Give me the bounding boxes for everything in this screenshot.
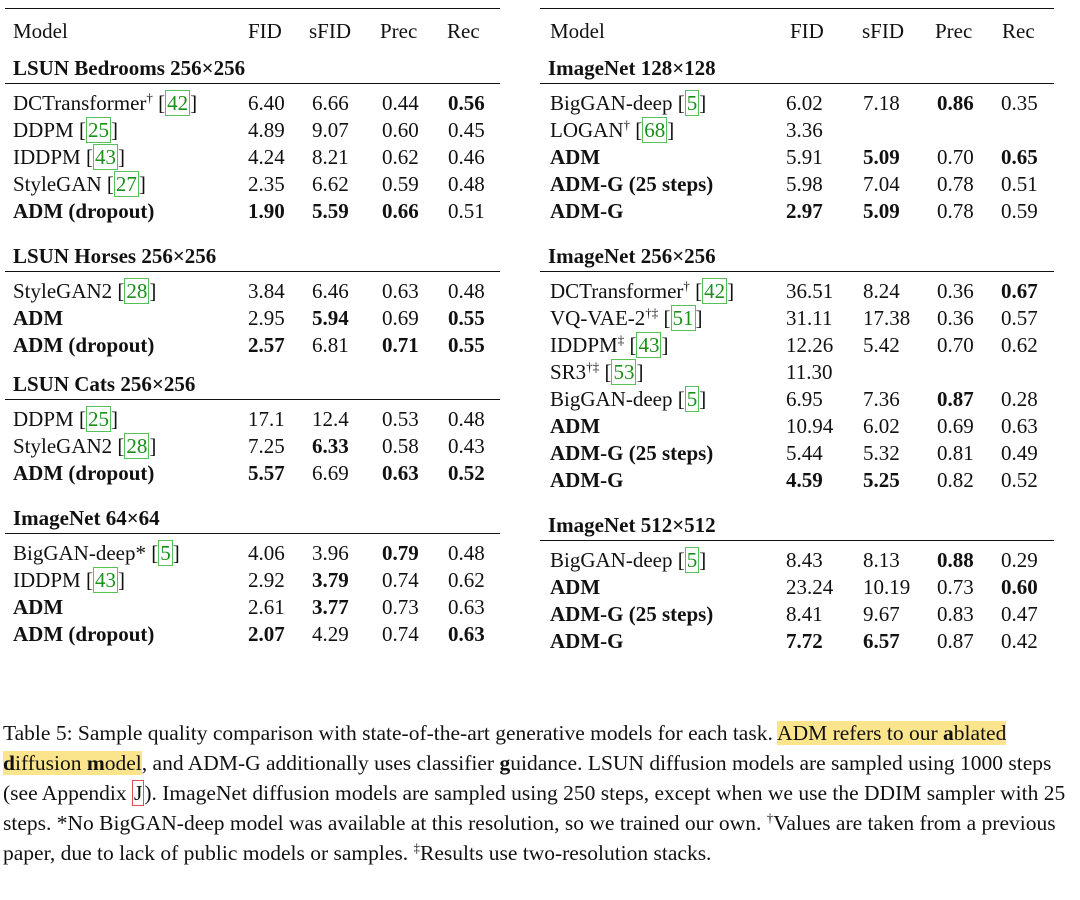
cell-rec: 0.63: [1001, 414, 1038, 438]
model-name: DDPM: [13, 407, 74, 431]
caption-text: uidance. LSUN diffusion models are sampled using 1000 steps (see Appendix: [3, 751, 1052, 805]
table-row: [540, 467, 1054, 494]
cell-rec: 0.52: [448, 461, 485, 485]
cell-fid: 5.98: [786, 172, 823, 196]
cell-sfid: 5.42: [863, 333, 900, 357]
model-name: ADM-G: [550, 199, 624, 223]
cell-rec: 0.45: [448, 118, 485, 142]
cell-rec: 0.60: [1001, 575, 1038, 599]
caption-highlight-letter: a: [943, 721, 954, 745]
cell-fid: 4.06: [248, 541, 285, 565]
cell-fid: 10.94: [786, 414, 834, 438]
cell-prec: 0.81: [937, 441, 974, 465]
cell-prec: 0.87: [937, 629, 974, 653]
cell-fid: 2.92: [248, 568, 285, 592]
cell-sfid: 6.81: [312, 333, 349, 357]
section-title: [540, 510, 1054, 541]
cell-rec: 0.51: [1001, 172, 1038, 196]
section-title: [540, 53, 1054, 84]
model-name: StyleGAN: [13, 172, 102, 196]
cell-rec: 0.42: [1001, 629, 1038, 653]
cell-sfid: 5.59: [312, 199, 349, 223]
caption-text: , and ADM-G additionally uses classifier: [141, 751, 500, 775]
table-row: [540, 332, 1054, 359]
footnote-mark: †‡: [645, 305, 659, 320]
model-name: SR3: [550, 360, 587, 384]
table-row: [540, 413, 1054, 440]
cell-prec: 0.70: [937, 333, 974, 357]
cell-fid: 2.97: [786, 199, 823, 223]
model-name: StyleGAN2: [13, 279, 113, 303]
cell-fid: 23.24: [786, 575, 834, 599]
model-name-cell: StyleGAN2 [28]: [13, 434, 157, 458]
model-name-cell: IDDPM‡ [43]: [550, 332, 669, 357]
cell-fid: 36.51: [786, 279, 834, 303]
model-name-cell: [13, 460, 154, 487]
model-name: ADM-G: [550, 468, 624, 492]
section-gap: [540, 494, 1054, 510]
cell-fid: 8.41: [786, 602, 823, 626]
model-name: DCTransformer: [13, 91, 147, 115]
model-name: DCTransformer: [550, 279, 684, 303]
model-name: StyleGAN2: [13, 434, 113, 458]
cell-fid: 7.72: [786, 629, 823, 653]
cell-sfid: 8.24: [863, 279, 900, 303]
model-name: VQ-VAE-2: [550, 306, 646, 330]
caption-highlight-text: odel: [104, 751, 142, 775]
cell-prec: 0.78: [937, 172, 974, 196]
model-name-cell: [13, 594, 63, 621]
citation-link[interactable]: 5: [686, 548, 698, 572]
model-name: ADM: [550, 145, 601, 169]
cell-rec: 0.35: [1001, 91, 1038, 115]
table-row: [5, 540, 500, 567]
model-name-cell: StyleGAN2 [28]: [13, 279, 157, 303]
cell-sfid: 9.07: [312, 118, 349, 142]
table-row: [540, 198, 1054, 225]
citation-link[interactable]: 43: [94, 145, 116, 169]
cell-fid: 2.61: [248, 595, 285, 619]
citation-link[interactable]: 25: [87, 118, 109, 142]
header-rec: Rec: [447, 19, 480, 43]
cell-sfid: 12.4: [312, 407, 349, 431]
table-row: [5, 198, 500, 225]
cell-sfid: 8.21: [312, 145, 349, 169]
model-name-cell: [550, 144, 600, 171]
table-row: [5, 278, 500, 305]
cell-prec: 0.87: [937, 387, 974, 411]
cell-prec: 0.58: [382, 434, 419, 458]
header-sfid: sFID: [862, 19, 905, 43]
citation-link[interactable]: 42: [167, 91, 189, 115]
model-name: ADM: [13, 306, 64, 330]
table-row: [540, 278, 1054, 305]
model-name-cell: BigGAN-deep* [5]: [13, 541, 180, 565]
cell-rec: 0.63: [448, 622, 485, 646]
cell-sfid: 7.18: [863, 91, 900, 115]
model-name-cell: DDPM [25]: [13, 407, 118, 431]
model-name: IDDPM: [13, 568, 81, 592]
citation-link[interactable]: 43: [94, 568, 116, 592]
model-name-cell: [13, 332, 154, 359]
model-name: ADM (dropout): [13, 461, 155, 485]
caption-highlight-text: refers to our: [832, 721, 944, 745]
cell-prec: 0.71: [382, 333, 419, 357]
model-name-cell: SR3†‡ [53]: [550, 359, 644, 384]
cell-fid: 4.59: [786, 468, 823, 492]
cell-prec: 0.60: [382, 118, 419, 142]
header-model: Model: [13, 19, 68, 43]
model-name-cell: [550, 171, 713, 198]
cell-fid: 2.35: [248, 172, 285, 196]
cell-rec: 0.55: [448, 306, 485, 330]
table-row: [5, 621, 500, 648]
header-prec: Prec: [380, 19, 418, 43]
cell-sfid: 6.66: [312, 91, 349, 115]
cell-prec: 0.69: [937, 414, 974, 438]
cell-fid: 8.43: [786, 548, 823, 572]
caption-highlight-text: ADM: [777, 721, 828, 745]
cell-prec: 0.69: [382, 306, 419, 330]
model-name: ADM-G (25 steps): [550, 441, 714, 465]
cell-prec: 0.74: [382, 622, 419, 646]
header-fid: FID: [248, 19, 282, 43]
model-name: ADM (dropout): [13, 622, 155, 646]
cell-sfid: 9.67: [863, 602, 900, 626]
cell-sfid: 8.13: [863, 548, 900, 572]
cell-fid: 2.07: [248, 622, 285, 646]
caption-text: ). ImageNet diffusion models are sampled using 250 steps, except when we use the DDIM sampler with 25 steps. *No BigGAN-deep model was available at this resolution, so we trained our own.: [3, 781, 1066, 835]
citation-link[interactable]: 68: [644, 118, 666, 142]
table-row: [5, 332, 500, 359]
model-name: IDDPM: [13, 145, 81, 169]
citation-link[interactable]: 25: [87, 407, 109, 431]
cell-prec: 0.70: [937, 145, 974, 169]
cell-rec: 0.48: [448, 541, 485, 565]
section-title: [5, 53, 500, 84]
cell-sfid: 6.46: [312, 279, 349, 303]
table-row: [5, 460, 500, 487]
citation-link[interactable]: 5: [686, 91, 698, 115]
cell-prec: 0.86: [937, 91, 974, 115]
cell-prec: 0.63: [382, 461, 419, 485]
table-row: [5, 594, 500, 621]
section-title-text: ImageNet 128×128: [548, 56, 716, 80]
cell-sfid: 3.96: [312, 541, 349, 565]
cell-sfid: 5.25: [863, 468, 900, 492]
cell-prec: 0.78: [937, 199, 974, 223]
model-name: BigGAN-deep*: [13, 541, 146, 565]
section-title-text: LSUN Cats 256×256: [13, 372, 196, 396]
cell-prec: 0.59: [382, 172, 419, 196]
cell-fid: 5.91: [786, 145, 823, 169]
dagger-mark: †: [766, 809, 774, 825]
cell-sfid: 7.36: [863, 387, 900, 411]
appendix-link[interactable]: J: [133, 781, 143, 805]
model-name: ADM: [550, 414, 601, 438]
citation-link[interactable]: 53: [613, 360, 635, 384]
model-name-cell: DCTransformer† [42]: [13, 90, 198, 115]
model-name-cell: IDDPM [43]: [13, 145, 125, 169]
section-gap: [5, 225, 500, 241]
caption-bold-letter: g: [499, 751, 511, 775]
footnote-mark: †: [683, 278, 690, 293]
cell-sfid: 4.29: [312, 622, 349, 646]
cell-fid: 3.84: [248, 279, 285, 303]
model-name-cell: BigGAN-deep [5]: [550, 387, 707, 411]
table-row: [540, 117, 1054, 144]
model-name: BigGAN-deep: [550, 91, 673, 115]
citation-link[interactable]: 27: [115, 172, 137, 196]
caption-highlight-text: iffusion: [14, 751, 87, 775]
cell-rec: 0.28: [1001, 387, 1038, 411]
header-sfid: sFID: [309, 19, 352, 43]
cell-prec: 0.83: [937, 602, 974, 626]
table-left: [5, 8, 500, 648]
footnote-mark: ‡: [617, 332, 625, 347]
cell-fid: 17.1: [248, 407, 285, 431]
cell-fid: 6.40: [248, 91, 285, 115]
header-model: Model: [550, 19, 605, 43]
cell-rec: 0.65: [1001, 145, 1038, 169]
table-row: [540, 574, 1054, 601]
cell-sfid: 6.62: [312, 172, 349, 196]
cell-fid: 4.89: [248, 118, 285, 142]
cell-rec: 0.43: [448, 434, 485, 458]
cell-fid: 4.24: [248, 145, 285, 169]
footnote-mark: †: [146, 90, 153, 105]
cell-rec: 0.59: [1001, 199, 1038, 223]
model-name-cell: LOGAN† [68]: [550, 117, 675, 142]
model-name-cell: VQ-VAE-2†‡ [51]: [550, 305, 703, 330]
model-name: DDPM: [13, 118, 74, 142]
cell-prec: 0.66: [382, 199, 419, 223]
table-row: [540, 386, 1054, 413]
cell-sfid: 5.09: [863, 145, 900, 169]
table-row: [540, 359, 1054, 386]
model-name-cell: [550, 628, 623, 655]
cell-prec: 0.73: [382, 595, 419, 619]
table-row: [540, 171, 1054, 198]
model-name-cell: IDDPM [43]: [13, 568, 125, 592]
footnote-mark: †‡: [586, 359, 600, 374]
cell-fid: 2.57: [248, 333, 285, 357]
model-name: ADM-G (25 steps): [550, 172, 714, 196]
cell-rec: 0.47: [1001, 602, 1038, 626]
citation-link[interactable]: 42: [704, 279, 726, 303]
cell-fid: 1.90: [248, 199, 285, 223]
cell-fid: 3.36: [786, 118, 823, 142]
model-name: ADM-G: [550, 629, 624, 653]
cell-fid: 11.30: [786, 360, 833, 384]
cell-rec: 0.63: [448, 595, 485, 619]
model-name-cell: [550, 413, 600, 440]
model-name-cell: [550, 198, 623, 225]
model-name-cell: [550, 601, 713, 628]
cell-prec: 0.74: [382, 568, 419, 592]
model-name-cell: [550, 574, 600, 601]
caption-text: Table 5: Sample quality comparison with state-of-the-art generative models for each task.: [3, 721, 778, 745]
cell-prec: 0.36: [937, 306, 974, 330]
cell-prec: 0.82: [937, 468, 974, 492]
model-name-cell: [13, 621, 154, 648]
cell-rec: 0.57: [1001, 306, 1038, 330]
model-name: IDDPM: [550, 333, 618, 357]
table-row: [540, 547, 1054, 574]
cell-rec: 0.29: [1001, 548, 1038, 572]
section-title-text: LSUN Horses 256×256: [13, 244, 217, 268]
cell-sfid: 6.02: [863, 414, 900, 438]
section-title-text: ImageNet 256×256: [548, 244, 716, 268]
table-row: [540, 305, 1054, 332]
table-row: [5, 567, 500, 594]
model-name-cell: [13, 305, 63, 332]
model-name-cell: StyleGAN [27]: [13, 172, 146, 196]
table-row: [540, 90, 1054, 117]
citation-link[interactable]: 28: [126, 434, 148, 458]
cell-fid: 12.26: [786, 333, 834, 357]
model-name: ADM: [13, 595, 64, 619]
model-name: BigGAN-deep: [550, 548, 673, 572]
model-name: BigGAN-deep: [550, 387, 673, 411]
cell-rec: 0.52: [1001, 468, 1038, 492]
cell-rec: 0.51: [448, 199, 485, 223]
section-title-text: ImageNet 512×512: [548, 513, 716, 537]
header-prec: Prec: [935, 19, 973, 43]
section-gap: [540, 225, 1054, 241]
cell-sfid: 3.77: [312, 595, 349, 619]
cell-rec: 0.67: [1001, 279, 1038, 303]
section-title: [540, 241, 1054, 272]
cell-rec: 0.48: [448, 407, 485, 431]
model-name-cell: BigGAN-deep [5]: [550, 91, 707, 115]
cell-fid: 31.11: [786, 306, 833, 330]
cell-sfid: 5.09: [863, 199, 900, 223]
citation-link[interactable]: 5: [160, 541, 171, 565]
table-row: [5, 144, 500, 171]
cell-sfid: 10.19: [863, 575, 911, 599]
cell-prec: 0.79: [382, 541, 419, 565]
model-name-cell: DCTransformer† [42]: [550, 278, 735, 303]
section-title: [5, 503, 500, 534]
table-row: [540, 144, 1054, 171]
cell-prec: 0.36: [937, 279, 974, 303]
cell-fid: 6.95: [786, 387, 823, 411]
cell-fid: 2.95: [248, 306, 285, 330]
table-row: [5, 117, 500, 144]
table-row: [5, 305, 500, 332]
table-caption: [3, 718, 1075, 868]
cell-sfid: 17.38: [863, 306, 911, 330]
table-row: [5, 90, 500, 117]
section-gap: [5, 359, 500, 369]
table-row: [540, 628, 1054, 655]
cell-rec: 0.48: [448, 279, 485, 303]
cell-rec: 0.56: [448, 91, 485, 115]
citation-link[interactable]: 51: [672, 306, 694, 330]
model-name-cell: BigGAN-deep [5]: [550, 548, 707, 572]
cell-prec: 0.44: [382, 91, 419, 115]
model-name: ADM-G (25 steps): [550, 602, 714, 626]
cell-sfid: 6.57: [863, 629, 900, 653]
cell-fid: 5.44: [786, 441, 823, 465]
table-right: [540, 8, 1054, 655]
cell-prec: 0.53: [382, 407, 419, 431]
cell-prec: 0.88: [937, 548, 974, 572]
cell-rec: 0.49: [1001, 441, 1038, 465]
table-row: [5, 433, 500, 460]
cell-sfid: 6.33: [312, 434, 349, 458]
section-title-text: LSUN Bedrooms 256×256: [13, 56, 246, 80]
model-name: LOGAN: [550, 118, 624, 142]
table-row: [540, 601, 1054, 628]
section-title-text: ImageNet 64×64: [13, 506, 160, 530]
cell-prec: 0.73: [937, 575, 974, 599]
citation-link[interactable]: 43: [638, 333, 660, 357]
header-rec: Rec: [1002, 19, 1035, 43]
caption-text: Values are taken from a previous paper, due to lack of public models or samples.: [3, 811, 1056, 865]
model-name-cell: [13, 198, 154, 225]
model-name-cell: [550, 440, 713, 467]
footnote-mark: †: [623, 117, 630, 132]
cell-sfid: 6.69: [312, 461, 349, 485]
cell-fid: 7.25: [248, 434, 285, 458]
table-header: [540, 9, 1054, 53]
citation-link[interactable]: 5: [686, 387, 698, 411]
cell-sfid: 7.04: [863, 172, 900, 196]
cell-rec: 0.55: [448, 333, 485, 357]
cell-fid: 6.02: [786, 91, 823, 115]
section-title: [5, 369, 500, 400]
cell-prec: 0.62: [382, 145, 419, 169]
table-row: [5, 171, 500, 198]
section-title: [5, 241, 500, 272]
cell-sfid: 3.79: [312, 568, 349, 592]
header-fid: FID: [790, 19, 824, 43]
section-gap: [5, 487, 500, 503]
citation-link[interactable]: 28: [126, 279, 148, 303]
model-name: ADM (dropout): [13, 199, 155, 223]
caption-highlight-letter: m: [86, 751, 105, 775]
cell-rec: 0.48: [448, 172, 485, 196]
model-name: ADM: [550, 575, 601, 599]
model-name-cell: [550, 467, 623, 494]
table-row: [5, 406, 500, 433]
table-header: [5, 9, 500, 53]
cell-rec: 0.46: [448, 145, 485, 169]
model-name-cell: DDPM [25]: [13, 118, 118, 142]
double-dagger-mark: ‡: [413, 839, 421, 855]
cell-rec: 0.62: [448, 568, 485, 592]
cell-prec: 0.63: [382, 279, 419, 303]
caption-text: Results use two-resolution stacks.: [420, 841, 712, 865]
model-name: ADM (dropout): [13, 333, 155, 357]
caption-highlight-letter: d: [3, 751, 15, 775]
cell-rec: 0.62: [1001, 333, 1038, 357]
caption-highlight-text: blated: [953, 721, 1007, 745]
cell-sfid: 5.94: [312, 306, 349, 330]
cell-sfid: 5.32: [863, 441, 900, 465]
cell-fid: 5.57: [248, 461, 285, 485]
table-row: [540, 440, 1054, 467]
